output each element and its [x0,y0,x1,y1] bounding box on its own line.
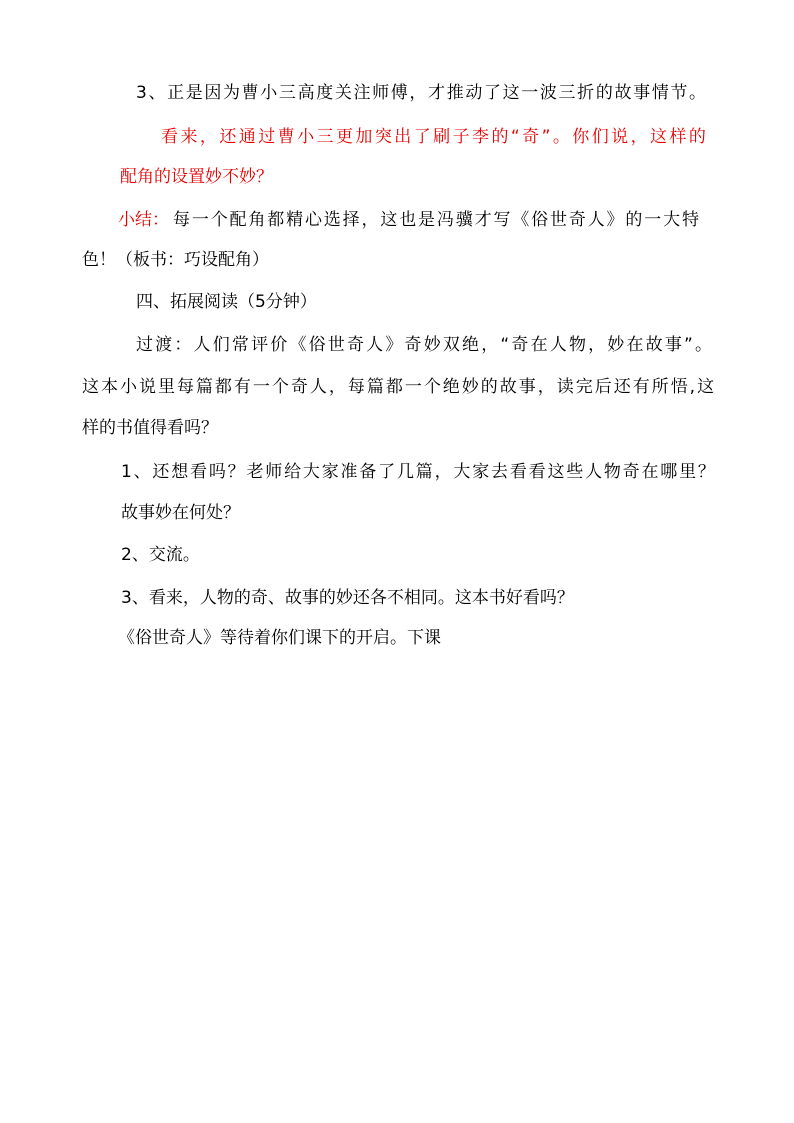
summary-label: 小结： [118,210,169,230]
list-item: 2、交流。 [121,545,200,565]
list-item: 3、看来，人物的奇、故事的妙还各不相同。这本书好看吗？ [121,588,574,608]
paragraph-line: 3、正是因为曹小三高度关注师傅，才推动了这一波三折的故事情节。 [136,83,708,103]
list-item: 1、还想看吗？老师给大家准备了几篇，大家去看看这些人物奇在哪里？ [121,462,717,482]
paragraph-line: 这本小说里每篇都有一个奇人，每篇都一个绝妙的故事，读完后还有所悟,这 [82,377,717,397]
paragraph-line: 色！（板书：巧设配角） [82,250,269,270]
paragraph-line: 故事妙在何处？ [121,503,240,523]
paragraph-line-highlight: 配角的设置妙不妙？ [120,167,273,187]
paragraph-line: 每一个配角都精心选择，这也是冯骥才写《俗世奇人》的一大特 [173,210,701,230]
paragraph-line: 过渡：人们常评价《俗世奇人》奇妙双绝，“奇在人物，妙在故事”。 [136,335,715,355]
section-heading: 四、拓展阅读（5分钟） [136,292,317,312]
paragraph-line-highlight: 看来，还通过曹小三更加突出了刷子李的“奇”。你们说，这样的 [161,127,709,147]
paragraph-line: 《俗世奇人》等待着你们课下的开启。下课 [118,628,441,648]
paragraph-line: 样的书值得看吗？ [82,418,218,438]
